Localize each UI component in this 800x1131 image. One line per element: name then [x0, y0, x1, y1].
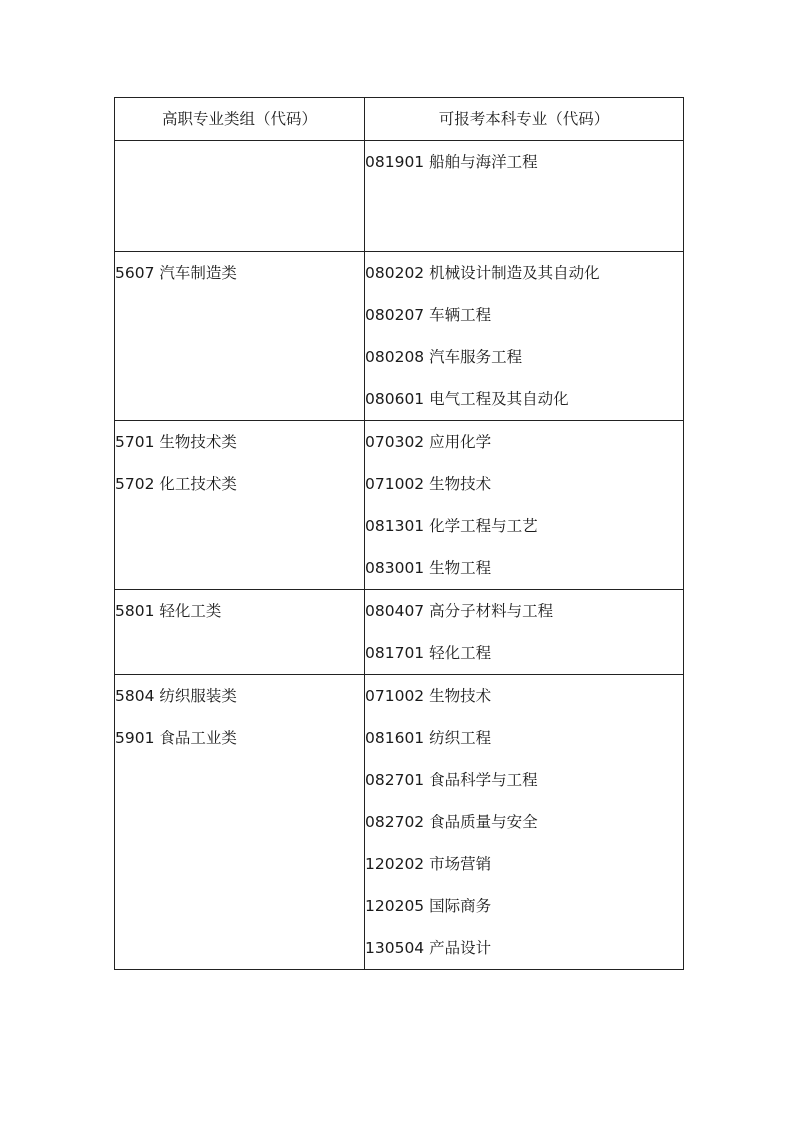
major-item: 071002 生物技术 [365, 475, 492, 493]
group-item: 5804 纺织服装类 [115, 687, 237, 705]
major-item: 080207 车辆工程 [365, 306, 492, 324]
vocational-group-cell [115, 590, 365, 675]
group-item: 5801 轻化工类 [115, 602, 222, 620]
vocational-group-cell [115, 252, 365, 421]
group-item: 5607 汽车制造类 [115, 264, 237, 282]
major-mapping-table [114, 97, 684, 970]
vocational-group-cell [115, 421, 365, 590]
table-row [115, 141, 684, 252]
major-item: 120202 市场营销 [365, 855, 492, 873]
major-item: 082702 食品质量与安全 [365, 813, 538, 831]
major-item: 070302 应用化学 [365, 433, 492, 451]
major-item: 120205 国际商务 [365, 897, 492, 915]
major-item: 080407 高分子材料与工程 [365, 602, 554, 620]
major-item: 081301 化学工程与工艺 [365, 517, 538, 535]
table-row [115, 252, 684, 421]
major-item: 081901 船舶与海洋工程 [365, 153, 538, 171]
major-item: 081601 纺织工程 [365, 729, 492, 747]
undergraduate-major-cell [365, 421, 684, 590]
undergraduate-major-cell [365, 141, 684, 252]
major-item: 082701 食品科学与工程 [365, 771, 538, 789]
major-item: 081701 轻化工程 [365, 644, 492, 662]
major-item: 080208 汽车服务工程 [365, 348, 523, 366]
major-item: 080601 电气工程及其自动化 [365, 390, 569, 408]
vocational-group-cell [115, 675, 365, 970]
header-undergraduate-major: 可报考本科专业（代码） [365, 98, 684, 141]
table-row [115, 675, 684, 970]
group-item: 5701 生物技术类 [115, 433, 237, 451]
header-vocational-group: 高职专业类组（代码） [115, 98, 365, 141]
vocational-group-cell [115, 141, 365, 252]
undergraduate-major-cell [365, 252, 684, 421]
group-item: 5702 化工技术类 [115, 475, 237, 493]
major-item: 071002 生物技术 [365, 687, 492, 705]
group-item: 5901 食品工业类 [115, 729, 237, 747]
table-row [115, 590, 684, 675]
major-item: 080202 机械设计制造及其自动化 [365, 264, 600, 282]
table-header-row [115, 98, 684, 141]
undergraduate-major-cell [365, 590, 684, 675]
table-row [115, 421, 684, 590]
major-item: 130504 产品设计 [365, 939, 492, 957]
major-item: 083001 生物工程 [365, 559, 492, 577]
undergraduate-major-cell [365, 675, 684, 970]
